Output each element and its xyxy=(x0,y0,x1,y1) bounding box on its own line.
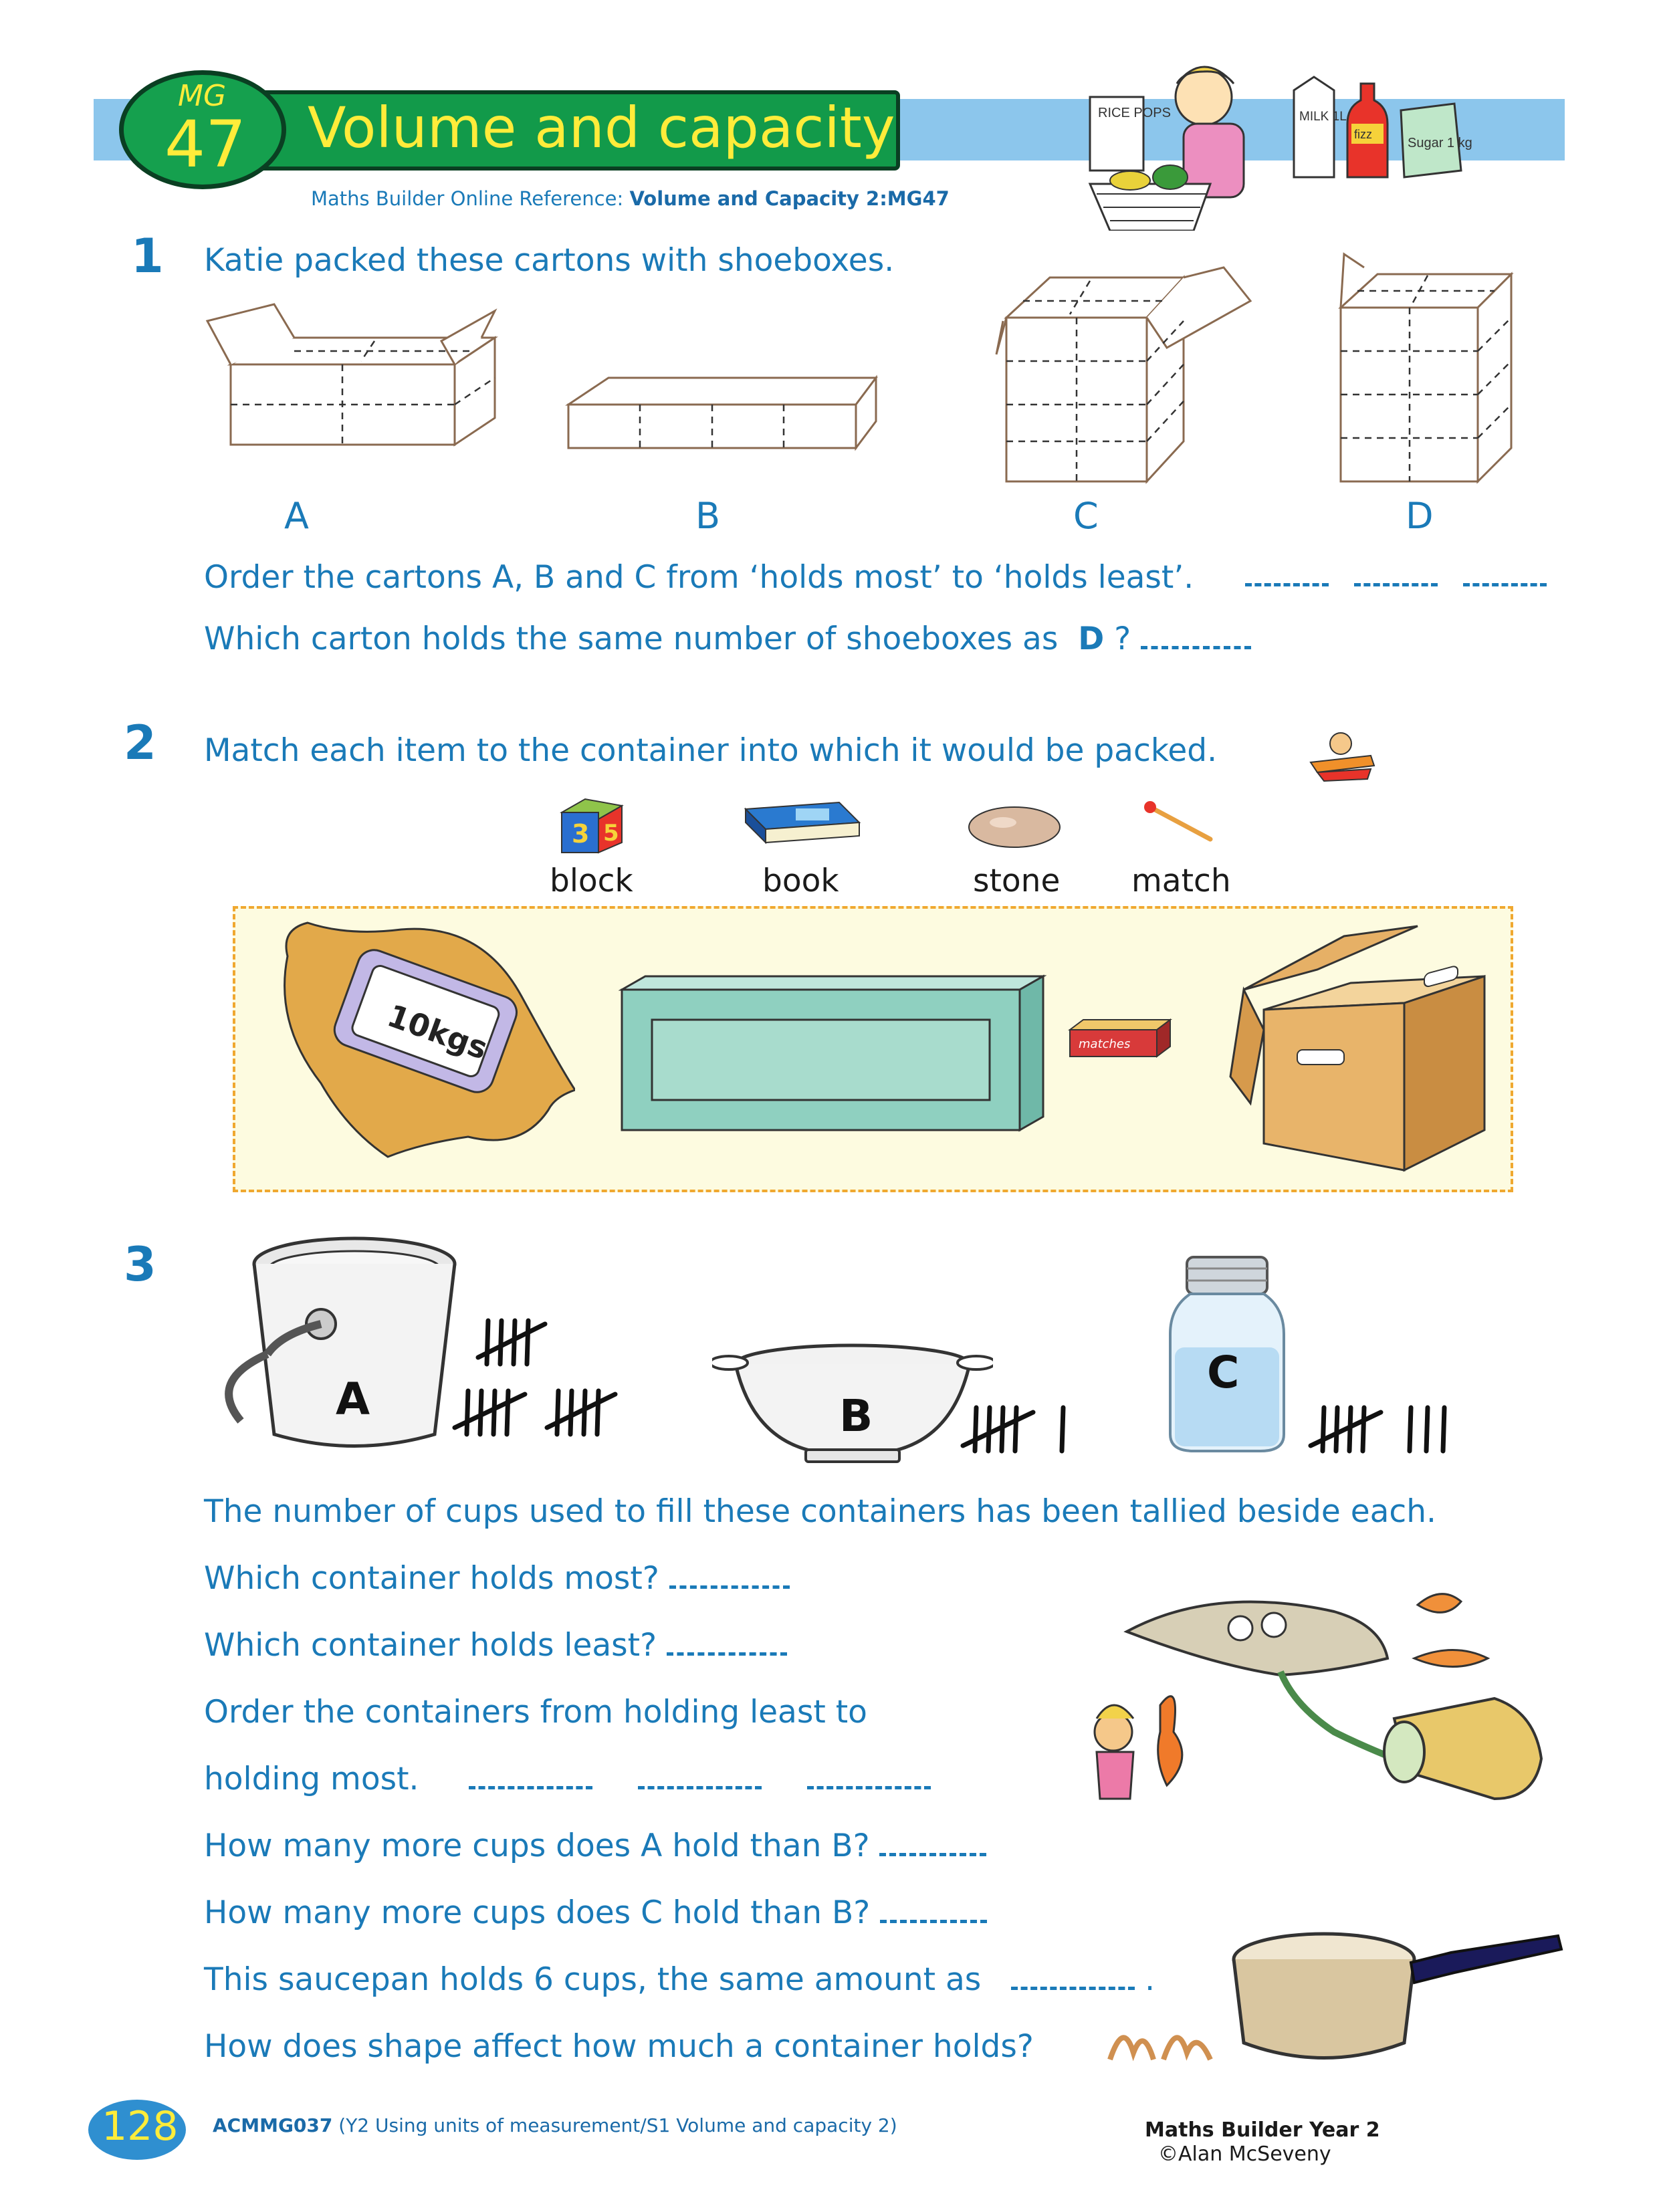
block-digit-front: 3 xyxy=(572,819,590,849)
q3-intro: The number of cups used to fill these containers has been tallied beside each. xyxy=(204,1493,1436,1530)
block-icon xyxy=(555,792,629,859)
answer-blank[interactable] xyxy=(1463,578,1547,586)
q3-order-line1: Order the containers from holding least to xyxy=(204,1694,867,1731)
q1-order-question: Order the cartons A, B and C from ‘holds most’ to ‘holds least’. xyxy=(204,559,1194,596)
cardboard-box-container[interactable] xyxy=(1217,923,1498,1177)
bucket-container xyxy=(221,1234,461,1461)
page-title: Volume and capacity xyxy=(308,95,895,160)
answer-blank[interactable] xyxy=(1141,641,1251,649)
item-label-stone: stone xyxy=(973,863,1061,899)
q3-cb-text: How many more cups does C hold than B? xyxy=(204,1894,871,1931)
q3-saucepan-text: This saucepan holds 6 cups, the same amount as xyxy=(204,1961,982,1998)
stone-icon xyxy=(966,802,1063,853)
tally-c xyxy=(1304,1398,1471,1464)
item-label-match: match xyxy=(1131,863,1231,899)
q3-a-minus-b xyxy=(204,1828,986,1864)
q1-number: 1 xyxy=(131,229,164,284)
carton-label-d: D xyxy=(1406,495,1434,537)
q2-prompt: Match each item to the container into which it would be packed. xyxy=(204,732,1218,769)
shelf-container[interactable] xyxy=(619,973,1046,1133)
worms-icon xyxy=(1103,2013,1217,2066)
q3-most xyxy=(204,1560,790,1597)
milk-carton xyxy=(1294,77,1334,177)
matchbox-container[interactable] xyxy=(1067,1016,1174,1060)
q3-least xyxy=(204,1627,787,1664)
answer-blank[interactable] xyxy=(1245,578,1329,586)
book-icon xyxy=(742,799,863,846)
curriculum-code-id: ACMMG037 xyxy=(213,2114,333,2136)
q3-shape: How does shape affect how much a container holds? xyxy=(204,2028,1034,2065)
q3-saucepan: This saucepan holds 6 cups, the same amount as . xyxy=(204,1961,1155,1998)
carton-label-b: B xyxy=(695,495,721,537)
q3-c-minus-b xyxy=(204,1894,987,1931)
block-digit-side: 5 xyxy=(603,820,619,847)
container-label-c: C xyxy=(1207,1347,1240,1398)
pointing-cartoon-icon xyxy=(1304,729,1377,782)
q1-same-mark: ? xyxy=(1114,621,1131,657)
carton-label-a: A xyxy=(284,495,309,537)
cartons-illustration xyxy=(201,247,1538,495)
sack-label: 10kgs xyxy=(382,997,493,1067)
saucepan-illustration xyxy=(1230,1922,1565,2076)
cereal-label: RICE POPS xyxy=(1098,106,1171,120)
q3-most-text: Which container holds most? xyxy=(204,1560,659,1597)
q1-same-text: Which carton holds the same number of shoeboxes as xyxy=(204,621,1059,657)
answer-blank[interactable] xyxy=(469,1781,592,1789)
answer-blank[interactable] xyxy=(1354,578,1438,586)
fizz-label: fizz xyxy=(1354,128,1372,141)
badge-number: 47 xyxy=(164,107,247,182)
sack-container[interactable] xyxy=(267,916,575,1164)
answer-blank[interactable] xyxy=(880,1914,987,1923)
reference-link[interactable]: Volume and Capacity 2:MG47 xyxy=(629,187,950,210)
answer-blank[interactable] xyxy=(669,1580,790,1589)
milk-label: MILK 1L xyxy=(1299,110,1347,124)
sugar-label: Sugar 1 kg xyxy=(1408,136,1472,150)
book-title: Maths Builder Year 2 xyxy=(1145,2118,1380,2142)
answer-blank[interactable] xyxy=(1011,1981,1135,1990)
reference-prefix: Maths Builder Online Reference: xyxy=(311,187,630,210)
container-label-b: B xyxy=(839,1390,873,1442)
answer-blank[interactable] xyxy=(667,1647,787,1656)
q3-ab-text: How many more cups does A hold than B? xyxy=(204,1828,870,1864)
q1-order-answers xyxy=(1245,576,1547,589)
tally-b xyxy=(956,1398,1083,1464)
item-label-block: block xyxy=(550,863,633,899)
copyright: ©Alan McSeveny xyxy=(1158,2142,1331,2166)
online-reference xyxy=(311,187,950,210)
curriculum-code xyxy=(213,2114,897,2136)
item-label-book: book xyxy=(762,863,839,899)
sea-creatures-illustration xyxy=(1080,1558,1561,1866)
answer-blank[interactable] xyxy=(807,1781,931,1789)
answer-blank[interactable] xyxy=(638,1781,762,1789)
answer-blank[interactable] xyxy=(879,1848,986,1856)
q3-order-text: holding most. xyxy=(204,1761,419,1797)
q1-same-ref: D xyxy=(1078,621,1105,657)
q3-number: 3 xyxy=(124,1237,156,1292)
q3-least-text: Which container holds least? xyxy=(204,1627,657,1664)
carton-label-c: C xyxy=(1073,495,1099,537)
jar-container xyxy=(1167,1254,1287,1458)
badge-strand: MG xyxy=(178,79,227,113)
q1-same-question xyxy=(204,621,1251,657)
groceries-illustration xyxy=(1287,70,1474,184)
container-label-a: A xyxy=(336,1373,370,1425)
matchbox-label: matches xyxy=(1079,1037,1131,1051)
match-icon xyxy=(1140,799,1220,846)
q2-number: 2 xyxy=(124,715,156,770)
bowl-container xyxy=(712,1337,993,1471)
q1-prompt: Katie packed these cartons with shoeboxes. xyxy=(204,242,895,279)
q3-order-line2 xyxy=(204,1761,931,1797)
tally-a xyxy=(448,1307,649,1461)
curriculum-code-desc: (Y2 Using units of measurement/S1 Volume and capacity 2) xyxy=(332,2114,897,2136)
page-number: 128 xyxy=(102,2103,179,2150)
